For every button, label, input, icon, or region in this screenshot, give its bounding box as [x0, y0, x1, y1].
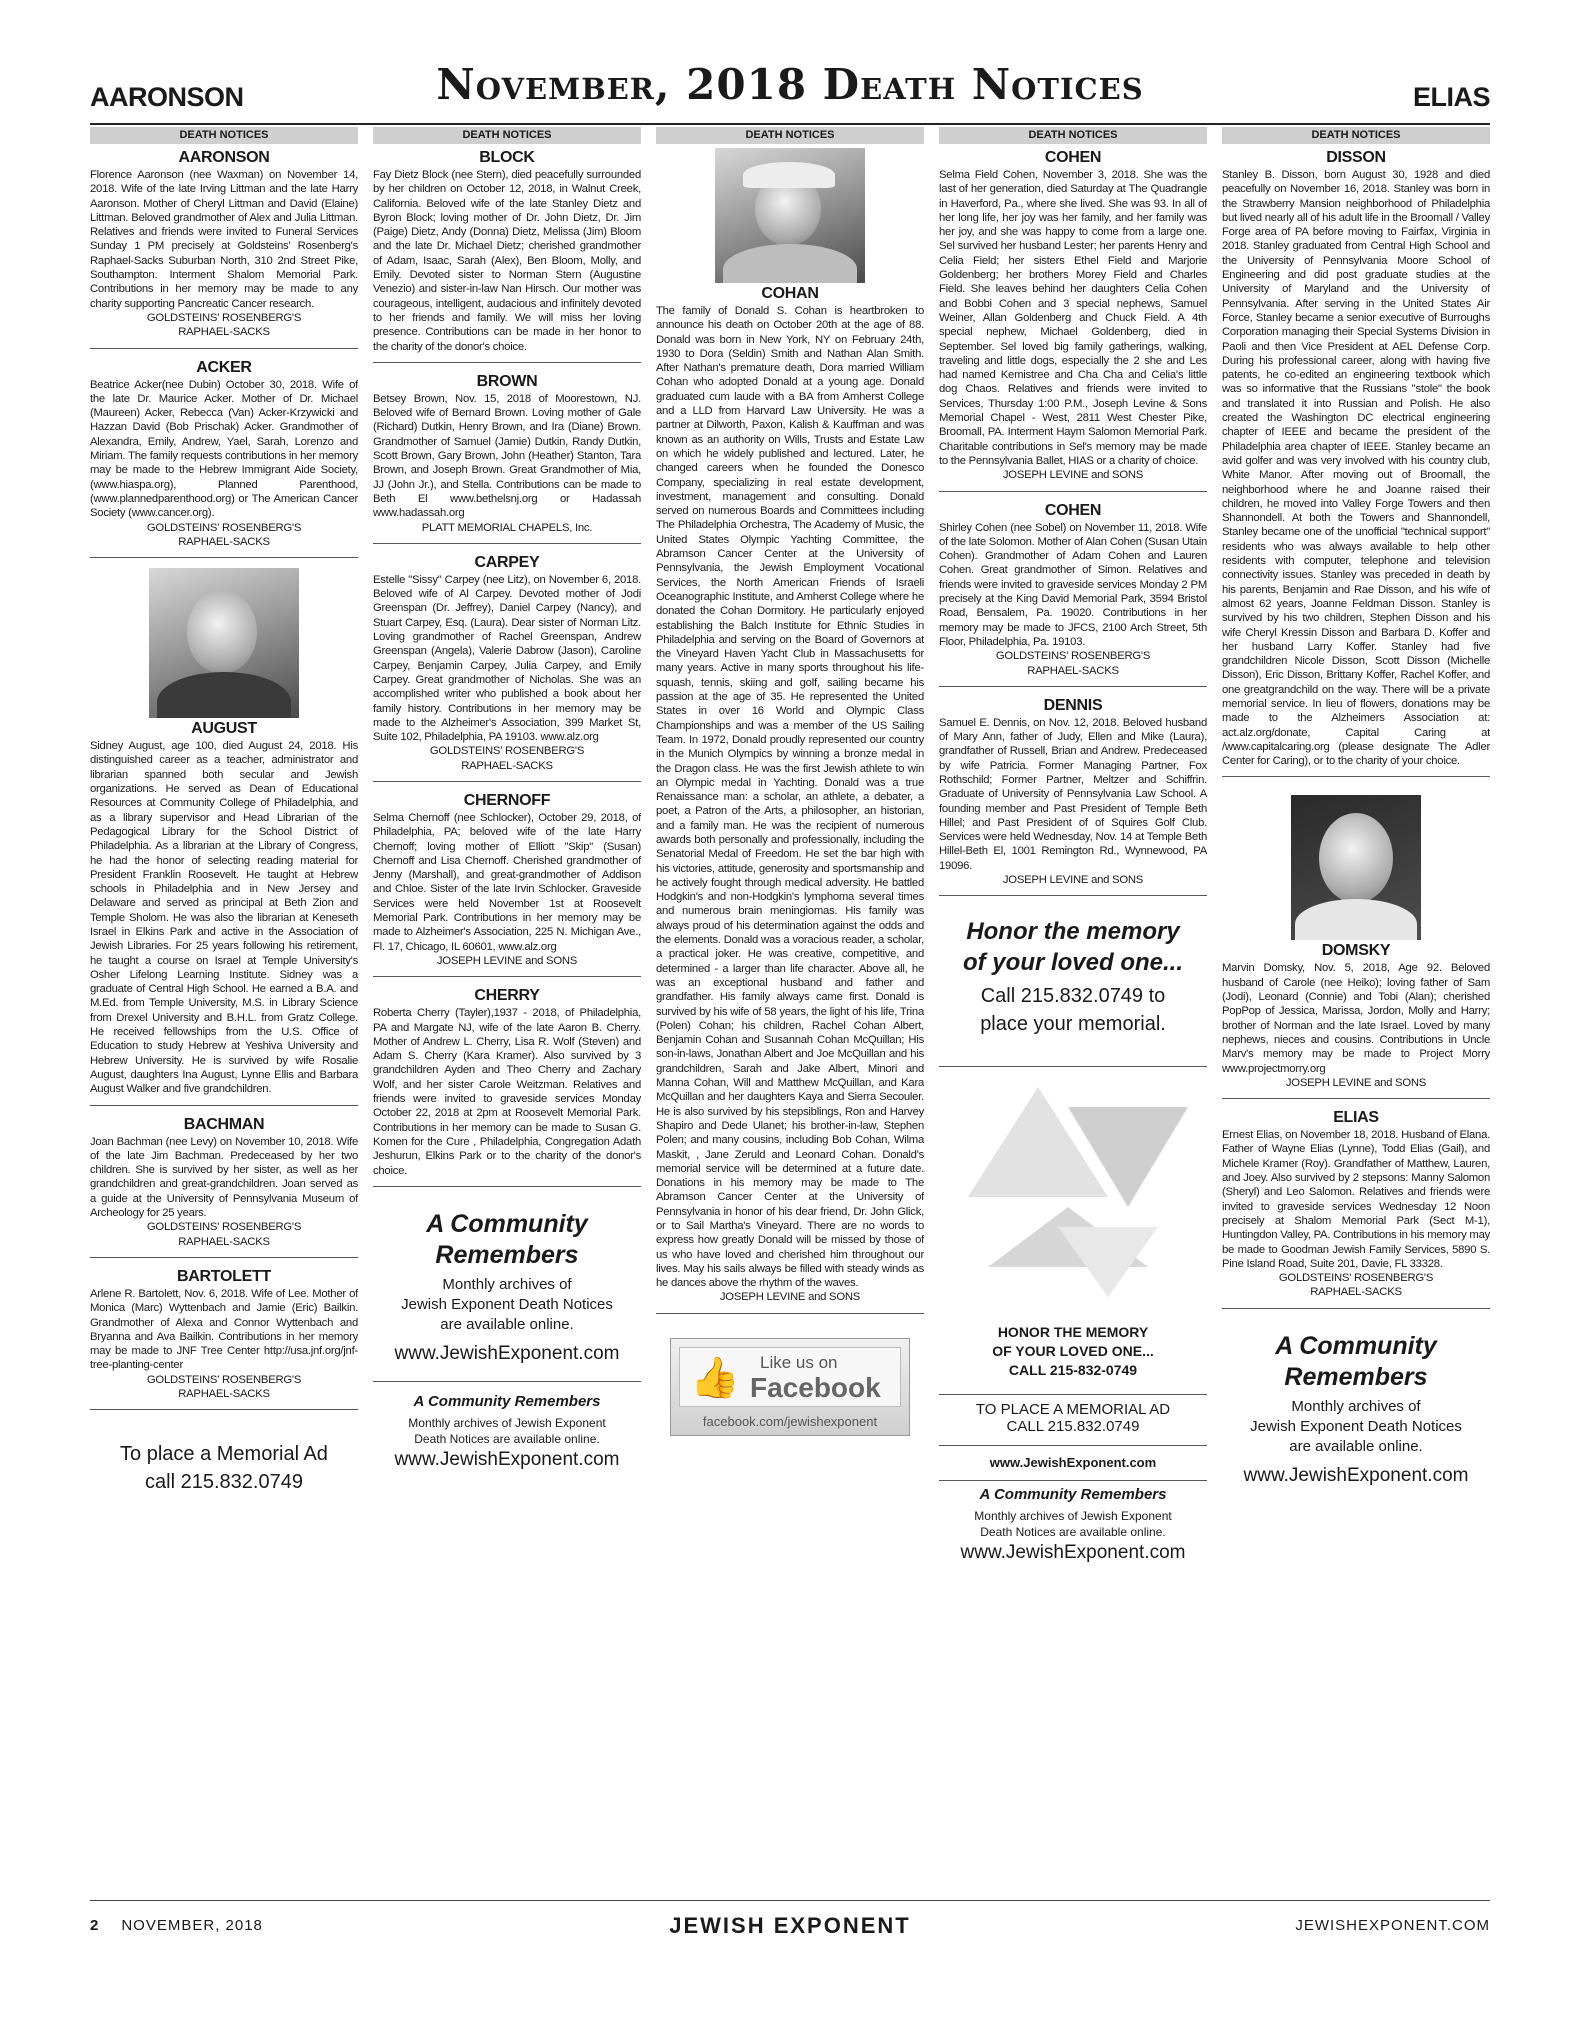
divider — [939, 895, 1207, 896]
notice-bartolett — [90, 1268, 358, 1401]
notice-text: Fay Dietz Block (nee Stern), died peacefully surrounded by her children on October 12, 2018, in Walnut Creek, California. Beloved wife of the late Stanley Dietz and Byron Block; loving mother of Dr. John Dietz, Dr. Jim (Paige) Dietz, Andy (Donna) Dietz, Melissa (Jim) Bloom and the late Dr. Michael Dietz; cherished grandmother of Adam, Isaac, Sarah (Alex), Ben Bloom, Molly, and Emily. Devoted sister to Norman Stern (Augustine Venezio) and sister-in-law Nan Hirsch. Our mother was courageous, intelligent, audacious and infinitely devoted to her friends and family. We will miss her loving presence. Contributions can be made in her honor to the charity of the donor's choice. — [373, 169, 641, 353]
divider — [656, 1313, 924, 1314]
promo-line: Monthly archives of — [442, 1275, 572, 1293]
notice-cohen-selma — [939, 149, 1207, 483]
promo-title: Remembers — [1284, 1362, 1428, 1391]
notice-dennis — [939, 697, 1207, 888]
funeral-home: GOLDSTEINS' ROSENBERG'S — [146, 521, 302, 534]
funeral-home: JOSEPH LEVINE and SONS — [1285, 1076, 1427, 1089]
divider — [373, 976, 641, 977]
notice-text: Shirley Cohen (nee Sobel) on November 11, 2018. Wife of the late Solomon. Mother of Alan Cohen (Susan Utain Cohen). Grandmother of Adam Cohen and Lauren Cohen. Great grandmother of Simon. Relatives and friends were invited to graveside services Monday 2 PM precisely at the King David Memorial Park, 3594 Bristol Road, Bensalem, Pa. 19020. Contributions in her memory may be made to JFCS, 2100 Arch Street, 5th Floor, Philadelphia, Pa. 19103. — [939, 521, 1207, 648]
promo-line: Death Notices are available online. — [414, 1431, 600, 1446]
notice-name: ACKER — [196, 358, 252, 376]
divider — [373, 1381, 641, 1382]
promo-line: TO PLACE A MEMORIAL AD — [975, 1401, 1171, 1419]
page-number: 2 — [90, 1917, 100, 1934]
column-header: DEATH NOTICES — [1222, 127, 1490, 144]
notice-name: AUGUST — [191, 720, 257, 738]
honor-memory-box — [939, 1323, 1207, 1380]
notice-cohen-shirley — [939, 502, 1207, 678]
place-memorial-ad — [939, 1401, 1207, 1435]
website-link[interactable]: www.JewishExponent.com — [960, 1542, 1186, 1564]
notice-acker — [90, 359, 358, 550]
notice-text: Ernest Elias, on November 18, 2018. Husband of Elana. Father of Wayne Elias (Lynne), Todd Elias (Gail), and Michele Kramer (Roy). Grandfather of Matthew, Lauren, and Joey. Also survived by 2 stepsons: Manny Salomon (Sheryl) and Leo Salomon. Relatives and friends were invited to graveside services Wednesday 12 Noon precisely at Shalom Memorial Park (Sect M-1), Huntingdon Valley, PA. Contributions in his memory may be made to Goodman Jewish Family Services, 5890 S. Pine Island Road, Suite 201, Davie, FL 33328. — [1222, 1129, 1490, 1270]
divider — [90, 557, 358, 558]
divider — [90, 348, 358, 349]
divider — [373, 362, 641, 363]
promo-title: A Community Remembers — [413, 1392, 601, 1410]
page-header — [90, 60, 1490, 120]
notice-carpey — [373, 554, 641, 773]
notice-name: CHERNOFF — [463, 791, 551, 809]
promo-line: Monthly archives of — [1291, 1397, 1421, 1415]
promo-phone: call 215.832.0749 — [145, 1471, 303, 1494]
column-5 — [1222, 127, 1490, 1897]
funeral-home: RAPHAEL-SACKS — [1027, 664, 1119, 677]
website-link[interactable]: www.JewishExponent.com — [989, 1455, 1157, 1471]
funeral-home: JOSEPH LEVINE and SONS — [436, 954, 578, 967]
funeral-home: RAPHAEL-SACKS — [178, 535, 270, 548]
funeral-home: GOLDSTEINS' ROSENBERG'S — [1278, 1272, 1434, 1285]
facebook-badge — [679, 1347, 901, 1407]
column-2 — [373, 127, 641, 1897]
divider — [939, 686, 1207, 687]
funeral-home: RAPHAEL-SACKS — [178, 326, 270, 339]
promo-title: Remembers — [435, 1240, 579, 1269]
memorial-ad-promo — [90, 1440, 358, 1496]
notice-cherry — [373, 987, 641, 1178]
divider — [939, 491, 1207, 492]
divider — [1222, 1098, 1490, 1099]
notice-text: Florence Aaronson (nee Waxman) on November 14, 2018. Wife of the late Irving Littman and the late Harry Aaronson. Mother of Cheryl Littman and David (Elaine) Littman. Beloved grandmother of Alex and Julia Littman. Relatives and friends were invited to Funeral Services Sunday 1 PM precisely at Goldsteins' Rosenberg's Raphael-Sacks Suburban North, 310 2nd Street Pike, Southampton. Interment Shalom Memorial Park. Contributions in her memory may be made to any charity supporting Pancreatic Cancer research. — [90, 169, 358, 310]
notice-name: COHEN — [1044, 149, 1102, 166]
divider — [90, 1409, 358, 1410]
notice-august — [90, 568, 358, 1096]
column-4 — [939, 127, 1207, 1897]
funeral-home: JOSEPH LEVINE and SONS — [1002, 874, 1144, 887]
divider — [939, 1445, 1207, 1446]
funeral-home: RAPHAEL-SACKS — [1310, 1286, 1402, 1299]
column-1 — [90, 127, 358, 1897]
facebook-url[interactable]: facebook.com/jewishexponent — [702, 1413, 878, 1429]
header-rule — [90, 123, 1490, 125]
divider — [373, 781, 641, 782]
website-promo — [939, 1454, 1207, 1472]
facebook-promo[interactable] — [670, 1338, 910, 1436]
funeral-home: PLATT MEMORIAL CHAPELS, Inc. — [421, 521, 593, 534]
divider — [939, 1066, 1207, 1067]
publication-name: JEWISH EXPONENT — [669, 1913, 911, 1938]
issue-date: NOVEMBER, 2018 — [121, 1917, 263, 1934]
notice-name: BROWN — [476, 372, 538, 390]
honor-memory-promo — [939, 916, 1207, 1038]
notice-text: Betsey Brown, Nov. 15, 2018 of Moorestown, NJ. Beloved wife of Bernard Brown. Loving mother of Gale (Richard) Dutkin, Henry Brown, and Ira (Diane) Brown. Grandmother of Samuel (Jamie) Dutkin, Randy Dutkin, Scott Brown, Gary Brown, John (Heather) Stanton, Tara Brown, and Joseph Brown. Great Grandmother of Mia, JJ (John Jr.), and Stella. Contributions can be made to Beth El www.bethelsnj.org or Hadassah www.hadassah.org — [373, 392, 641, 520]
promo-line: HONOR THE MEMORY — [997, 1324, 1149, 1341]
funeral-home: GOLDSTEINS' ROSENBERG'S — [995, 650, 1151, 663]
facebook-name: Facebook — [750, 1371, 881, 1403]
funeral-home: JOSEPH LEVINE and SONS — [1002, 469, 1144, 482]
notice-domsky — [1222, 795, 1490, 1090]
notice-text: Samuel E. Dennis, on Nov. 12, 2018. Beloved husband of Mary Ann, father of Judy, Ellen and Mike (Laura), grandfather of Russell, Brian and Andrew. Predeceased by wife Patricia. Former Managing Partner, Fox Rothschild; Former Partner, Meltzer and Schiffrin. Graduate of University of Pennsylvania Law School. A founding member and Past President of Temple Beth Hillel; and Past President of of Squires Golf Club. Services were held Wednesday, Nov. 14 at Temple Beth Hillel-Beth El, 1001 Remington Rd., Wynnewood, PA 19096. — [939, 716, 1207, 872]
promo-line: are available online. — [1289, 1437, 1423, 1455]
promo-title: of your loved one... — [962, 949, 1184, 977]
promo-title: A Community — [1275, 1331, 1437, 1360]
notice-brown — [373, 373, 641, 535]
portrait-photo — [715, 148, 865, 283]
notice-bachman — [90, 1116, 358, 1249]
notice-name: BARTOLETT — [177, 1267, 271, 1285]
thumbs-up-icon: 👍 — [690, 1355, 740, 1400]
star-of-david-artwork — [948, 1077, 1198, 1317]
column-header: DEATH NOTICES — [656, 127, 924, 144]
page-footer — [90, 1913, 1490, 1943]
notice-elias — [1222, 1109, 1490, 1300]
website-link[interactable]: www.JewishExponent.com — [1243, 1464, 1469, 1486]
column-header: DEATH NOTICES — [90, 127, 358, 144]
divider — [373, 1186, 641, 1187]
notice-text: Stanley B. Disson, born August 30, 1928 and died peacefully on November 16, 2018. Stanley was born in the Strawberry Mansion neighborhood of Philadelphia but lived nearly all of his adult life in the Broomall / Valley Forge area of PA before moving to Fairfax, Virginia in 2018. Stanley graduated from Central High School and the University of Pennsylvania Moore School of Engineering and did post graduate studies at the University of Maryland and the University of Pennsylvania. After serving in the United States Air Force, Stanley became a senior executive of Burroughs Corporation managing their Special Systems Division in Paoli and then Vice President at AEL Defense Corp. During his professional career, along with having five patents, he co-edited an engineering textbook which was so informative that the Russians "stole" the book and translated it into Russian and Polish. He also created the Washington DC electrical engineering chapter of IEEE and became the president of the Philadelphia area chapter of IEEE. Stanley became an avid golfer and was very involved with his country club, White Manor. After moving out of Broomall, the neighborhood where he and Joanne raised their children, he moved into Valley Forge Towers and then Shannondell. At both the Towers and Shannondell, Stanley became one of the unofficial "technical support" residents who was always available to help other residents with computer, telephone and television connectivity issues. Stanley was preceded in death by his parents, Benjamin and Rae Disson, and his wife of almost 62 years, Joanne Feldman Disson. Stanley is survived by his two children, Stephen Disson and his wife Cheryl Kressin Disson and Barbara D. Koffer and her husband Larry Koffer. Stanley had five grandchildren Nicole Disson, Scott Disson (Michelle Disson), Eric Disson, Brittany Koffer, Rachel Koffer, and one greatgrandchild on the way. There will be a private memorial service. In lieu of flowers, donations may be made to the Alzheimers Association at: act.alz.org/donate, Capital Caring at /www.capitalcaring.org (please designate The Adler Center for Caring), or to the charity of your choice. — [1222, 169, 1490, 768]
community-remembers-promo-small — [939, 1485, 1207, 1566]
notice-name: BLOCK — [479, 149, 535, 166]
community-remembers-promo — [373, 1209, 641, 1367]
promo-line: Jewish Exponent Death Notices — [401, 1295, 613, 1313]
promo-title: A Community — [426, 1209, 588, 1238]
notice-text: Selma Field Cohen, November 3, 2018. She was the last of her generation, died Saturday at The Quadrangle in Haverford, Pa., where she lived. She was 93. In all of her long life, her joy was her family, and her family was her joy, and she was happy to come from a large one. Sel survived her husband Lester; her parents Henry and Celia Field; her sisters Ethel Field and Marjorie Goldenberg; her brothers Morey Field and Charles Field. She leaves behind her daughters Celia Cohen and Bobbi Cohen and 3 special nephews, Samuel Weiner, Allan Goldenberg and Chuck Field. A 4th special nephew, Michael Goldenberg, died in September. Sel loved big family gatherings, walking, traveling and little dogs, especially the 2 she and Les had named Kemistree and Cha Cha and Celia's little dog Chaos. Relatives and friends were invited to Services, Thursday 1:00 P.M., Joseph Levine & Sons Memorial Chapel - West, 2811 West Chester Pike, Broomall, PA. Interment Haym Salomon Memorial Park. Charitable contributions in Sel's memory may be made to the Pennsylvania Ballet, HIAS or a charity of choice. — [939, 169, 1207, 467]
divider — [939, 1480, 1207, 1481]
publication-website[interactable]: JEWISHEXPONENT.COM — [1295, 1917, 1490, 1934]
notice-text: Sidney August, age 100, died August 24, 2018. His distinguished career as a teacher, administrator and librarian spanned both secular and Jewish organizations. He served as Dean of Educational Resources at Community College of Philadelphia, and as a library supervisor and Head Librarian of the Pedagogical Library for the School District of Philadelphia. As a librarian at the Library of Congress, he had the honor of selecting reading material for President Franklin Roosevelt. He taught at Hebrew schools in Philadelphia and in New Jersey and Delaware and served as principal at Beth Zion and Temple Sholom. He was also the librarian at Keneseth Israel in Elkins Park and active in the Association of Jewish Libraries. For 25 years following his retirement, he taught a course on Israel at Temple University's Osher Lifelong Learning Institute. Sidney was a graduate of Central High School. He earned a B.A. and M.Ed. from Temple University, M.S. in Library Science from Drexel University and B.H.L. from Gratz College. He received fellowships from the U.S. Office of Education to study Hebrew at Yeshiva University and Hebrew University. He is survived by wife Rosalie August, daughters Ina August, Lynne Ellis and Barbara August Walker and five grandchildren. — [90, 740, 358, 1096]
notice-disson — [1222, 149, 1490, 768]
notice-cohan — [656, 148, 924, 1305]
notice-name: ELIAS — [1333, 1109, 1379, 1127]
promo-line: Monthly archives of Jewish Exponent — [408, 1415, 606, 1430]
promo-title: Honor the memory — [966, 918, 1180, 946]
funeral-home: RAPHAEL-SACKS — [461, 759, 553, 772]
promo-line: Call 215.832.0749 to — [980, 985, 1166, 1008]
notice-name: BACHMAN — [183, 1115, 265, 1133]
notice-aaronson — [90, 149, 358, 340]
notice-chernoff — [373, 792, 641, 968]
funeral-home: GOLDSTEINS' ROSENBERG'S — [146, 311, 302, 324]
promo-line: Monthly archives of Jewish Exponent — [974, 1509, 1172, 1524]
notice-name: DOMSKY — [1321, 942, 1391, 960]
facebook-like-text: Like us on — [760, 1352, 838, 1372]
column-3 — [656, 127, 924, 1897]
divider — [1222, 1308, 1490, 1309]
promo-line: Death Notices are available online. — [980, 1525, 1166, 1540]
promo-title: A Community Remembers — [979, 1486, 1167, 1504]
notice-text: Joan Bachman (nee Levy) on November 10, 2018. Wife of the late Jim Bachman. Predeceased by her two children. She is survived by her sister, as well as her grandchildren and great-grandchildren. Joan served as a guide at the University of Pennsylvania Museum of Archeology for 25 years. — [90, 1135, 358, 1220]
divider — [90, 1105, 358, 1106]
notice-name: DISSON — [1326, 149, 1386, 166]
notice-name: DENNIS — [1043, 696, 1103, 714]
notice-name: COHAN — [761, 285, 819, 302]
column-header: DEATH NOTICES — [373, 127, 641, 144]
promo-line: OF YOUR LOVED ONE... — [992, 1343, 1154, 1360]
notice-text: Beatrice Acker(nee Dubin) October 30, 2018. Wife of the late Dr. Maurice Acker. Mother of Dr. Michael (Maureen) Acker, Rebecca (Van) Acker-Krzywicki and Hazzan David (Bob Prischak) Acker. Grandmother of Alexandra, Emily, Andrew, Yael, Sarah, Lorenzo and Miriam. The family requests contributions in her memory may be made to the Hebrew Immigrant Aide Society, (www.hiaspa.org), Planned Parenthood, (www.plannedparenthood.org) or The American Cancer Society (www.cancer.org). — [90, 378, 358, 520]
website-link[interactable]: www.JewishExponent.com — [394, 1448, 620, 1470]
promo-phone: CALL 215-832-0749 — [1008, 1362, 1138, 1379]
promo-line: To place a Memorial Ad — [120, 1443, 328, 1466]
promo-line: place your memorial. — [980, 1013, 1166, 1036]
promo-line: are available online. — [440, 1315, 574, 1333]
divider — [939, 1394, 1207, 1395]
header-last-name: ELIAS — [1412, 82, 1490, 112]
promo-line: Jewish Exponent Death Notices — [1250, 1417, 1462, 1435]
funeral-home: JOSEPH LEVINE and SONS — [719, 1291, 861, 1304]
divider — [373, 543, 641, 544]
page-title: November, 2018 Death Notices — [436, 60, 1144, 109]
notice-name: CARPEY — [474, 553, 540, 571]
notice-text: Roberta Cherry (Tayler),1937 - 2018, of Philadelphia, PA and Margate NJ, wife of the late Aaron B. Cherry. Mother of Andrew L. Cherry, Lisa R. Wolf (Steven) and Adam S. Cherry (Kara Kramer). Also survived by 3 grandchildren Ayden and Theo Cherry and Zachary Wolf, and her sister Carole Weitzman. Relatives and friends were invited to graveside services Monday October 22, 2018 at 2pm at Roosevelt Memorial Park. Contributions in her memory can be made to Susan G. Komen for the Cure , Philadelphia, Congregation Adath Jeshurun, Elkins Park or to the charity of the donor's choice. — [373, 1007, 641, 1177]
portrait-photo — [149, 568, 299, 718]
funeral-home: RAPHAEL-SACKS — [178, 1235, 270, 1248]
footer-rule — [90, 1900, 1490, 1901]
notice-name: AARONSON — [178, 149, 270, 166]
funeral-home: GOLDSTEINS' ROSENBERG'S — [146, 1221, 302, 1234]
website-link[interactable]: www.JewishExponent.com — [394, 1342, 620, 1364]
divider — [1222, 776, 1490, 777]
notice-text: Marvin Domsky, Nov. 5, 2018, Age 92. Beloved husband of Carole (nee Heiko); loving father of Sam (Jodi), Leonard (Connie) and Tobi (Alan); cherished PopPop of Jessica, Marissa, Jordon, Molly and Harry; brother of Norman and the late Israel. Loved by many nephews, nieces and cousins. Contributions in Uncle Marv's memory may be made to Project Morry www.projectmorry.org — [1222, 962, 1490, 1075]
promo-phone: CALL 215.832.0749 — [1006, 1418, 1140, 1436]
notice-text: Arlene R. Bartolett, Nov. 6, 2018. Wife of Lee. Mother of Monica (Marc) Wyttenbach and Jamie (Eric) Bailkin. Grandmother of Alexa and Connor Wyttenbach and Bryanna and Ava Bailkin. Contributions in her memory may be made to JNF Tree Center http://usa.jnf.org/jnf-tree-planting-center — [90, 1287, 358, 1372]
funeral-home: RAPHAEL-SACKS — [178, 1388, 270, 1400]
notice-text: Estelle "Sissy" Carpey (nee Litz), on November 6, 2018. Beloved wife of Al Carpey. Devoted mother of Jodi Greenspan (Dr. Jeffrey), Daniel Carpey (Nancy), and Stuart Carpey, Esq. (Laura). Dear sister of Norman Litz. Loving grandmother of Rachel Greenspan, Andrew Greenspan (Angela), Valerie Dabrow (Jason), Caroline Carpey, Benjamin Carpey, Julia Carpey, and Emily Carpey. Great grandmother of Nicholas. She was an accomplished writer who published a book about her family history. Contributions in her memory may be made to the Alzheimer's Association, 399 Market St, Suite 102, Philadelphia, PA 19103. www.alz.org — [373, 573, 641, 744]
divider — [90, 1257, 358, 1258]
column-header: DEATH NOTICES — [939, 127, 1207, 144]
notice-block — [373, 149, 641, 354]
community-remembers-promo-small — [373, 1392, 641, 1473]
notice-text: The family of Donald S. Cohan is heartbroken to announce his death on October 20th at the age of 88. Donald was born in New York, NY on February 24th, 1930 to Dora (Seldin) Smith and Nathan Alan Smith. After Nathan's premature death, Dora married William Cohan who adopted Donald at a young age. Donald graduated cum laude with a BA from Amherst College and a LLD from Harvard Law University. He was a partner at Dilworth, Paxon, Kalish & Kauffman and was known as an authority on Wills, Trusts and Estate Law on which he widely published and lectured. Later, he changed careers when he founded the Donesco Company, specializing in real estate development, investment, management and consulting. Donald served on numerous Boards and Committees including The Philadelphia Orchestra, The Academy of Music, the United States Olympic Yachting Committee, the Abramson Cancer Center at the University of Pennsylvania, the Jewish Employment Vocational Services, the North American Friends of Israeli Oceanographic Institute, and Amherst College where he donated the Cohan Dormitory. He particularly enjoyed establishing the Balch Institute for Ethnic Studies in Philadelphia and serving on the Board of Governors at the Vineyard Haven Yacht Club in Massachusetts for many years. Active in many sports throughout his life-squash, tennis, skiing and golf, sailing became his passion at the age of 35. He represented the United States in over 16 World and Olympic Class Championships and was a member of the US Sailing Team. In 1972, Donald proudly represented our country in the Munich Olympics by winning a bronze medal in the Dragon class. He was the first Jewish athlete to win an Olympic medal in Yachting. Donald was a true Renaissance man: a scholar, an athlete, a debater, a poet, a Patron of the Arts, a philosopher, an historian, and a family man. He was the recipient of numerous awards both personally and professionally, including the Senatorial Medal of Freedom. He set the bar high with his victories, attitude, generosity and sportsmanship and he actively fought through medical adversity. He battled Hodgkin's and non-Hodgkin's lymphoma several times and numerous brain meningiomas. His family was always proud of his determination against the odds and the elements. Donald was a voracious reader, a scholar, a practical joker. He was creative, competitive, and determined - a larger than life character. Above all, he was an exceptional husband and father and grandfather. His family always came first. Donald is survived by his wife of 58 years, the light of his life, Trina (Polen) Cohan; his children, Rachel Cohan Albert, Benjamin Cohan and Susannah Cohan McQuillan; His son-in-laws, Jonathan Albert and Joe McQuillan and his grandchildren, Sarah and Jake Albert, Minori and Manna Cohan, Will and Matthew McQuillan, and Kara McQuillan and her daughters Kaya and Sierra Secouler. He is also survived by his stepsiblings, Ron and Harvey Shapiro and Dede Ulanet; his brother-in-law, Stephen Polen; and many cousins, including Bob Cohan, Wilma Maskit, , Jane Zeruld and Leonard Cohan. Donald's memorial service will be determined at a future date. Donations in his memory may be made to The Abramson Cancer Center at the University of Pennsylvania in honor of his dear friend, Dr. John Glick, or to Sail Martha's Vineyard. There are no words to express how greatly Donald will be missed by those of us who have loved and cherished him throughout our lives. May his sails always be filled with steady winds as he dances above the rhythm of the waves. — [656, 305, 924, 1290]
funeral-home: GOLDSTEINS' ROSENBERG'S — [146, 1373, 302, 1386]
header-first-name: AARONSON — [90, 82, 244, 112]
notice-name: CHERRY — [474, 987, 540, 1005]
notice-text: Selma Chernoff (nee Schlocker), October 29, 2018, of Philadelphia, PA; beloved wife of the late Harry Chernoff; loving mother of Elliott "Skip" (Susan) Chernoff and Lisa Chernoff. Cherished grandmother of Jenny (Marshall), and great-grandmother of Addison and Chloe. Sister of the late Irvin Schlocker. Graveside Services were held November 1st at Roosevelt Memorial Park. Contributions in her memory may be made to Alzheimer's Association, 225 N. Michigan Ave., Fl. 17, Chicago, IL 60601, www.alz.org — [373, 811, 641, 953]
notice-name: COHEN — [1044, 501, 1102, 519]
community-remembers-promo — [1222, 1331, 1490, 1489]
funeral-home: GOLDSTEINS' ROSENBERG'S — [429, 745, 585, 758]
portrait-photo — [1291, 795, 1421, 940]
notice-columns — [90, 127, 1490, 1897]
